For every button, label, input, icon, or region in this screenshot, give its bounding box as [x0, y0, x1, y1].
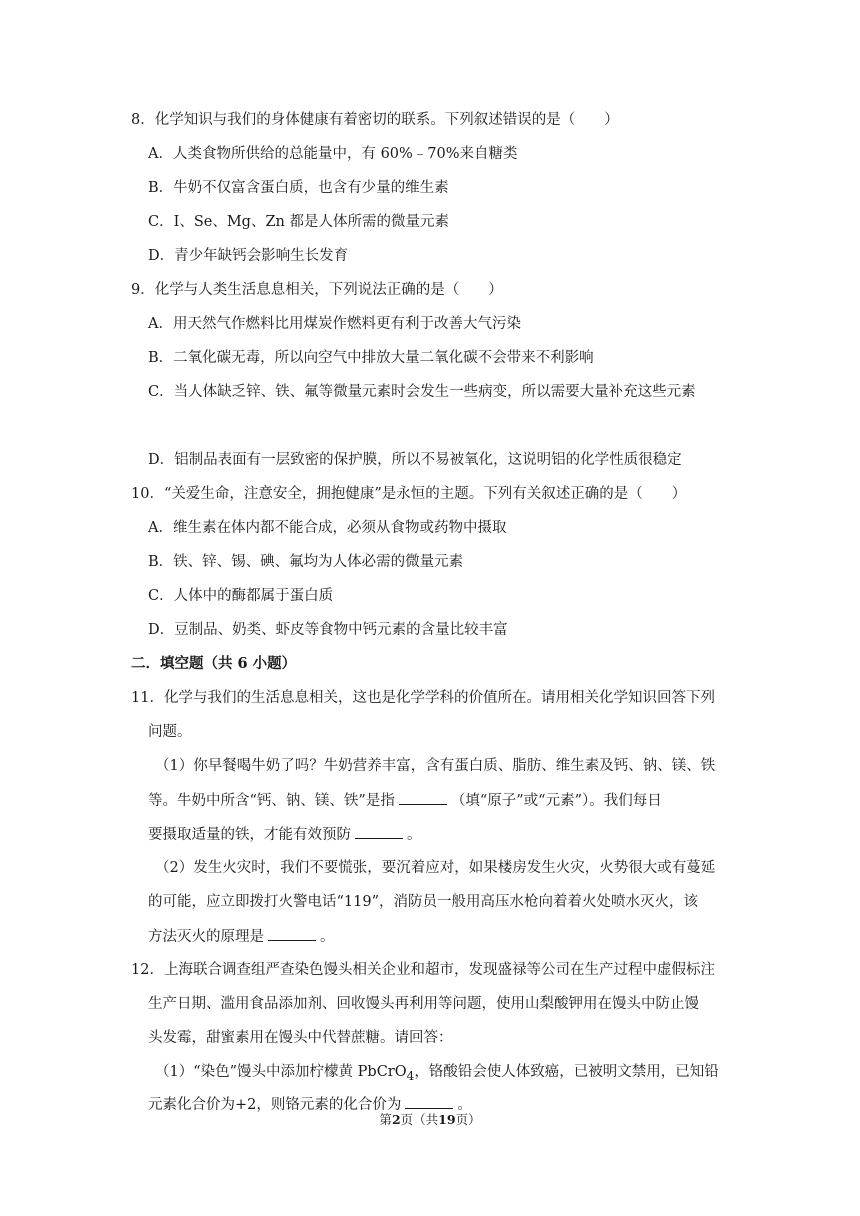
question-11-part-1-line-3	[148, 824, 422, 845]
subscript: 4	[406, 1068, 415, 1083]
question-10-stem: 10．“关爱生命，注意安全，拥抱健康”是永恒的主题。下列有关叙述正确的是（ ）	[131, 486, 687, 502]
text-segment: 。	[457, 1097, 472, 1113]
question-10-option-a: A．维生素在体内都不能合成，必须从食物或药物中摄取	[148, 520, 507, 536]
question-11-part-2-line-3	[148, 926, 335, 947]
question-9-option-d: D．铝制品表面有一层致密的保护膜，所以不易被氧化，这说明铝的化学性质很稳定	[148, 452, 682, 468]
footer-text: 页（共	[400, 1112, 439, 1127]
question-10-option-c: C．人体中的酶都属于蛋白质	[148, 588, 334, 604]
question-8-option-d: D．青少年缺钙会影响生长发育	[148, 248, 349, 264]
question-9-option-a: A．用天然气作燃料比用煤炭作燃料更有利于改善大气污染	[148, 316, 521, 332]
page-total: 19	[438, 1112, 456, 1127]
text-segment: 要摄取适量的铁，才能有效预防	[148, 827, 351, 843]
question-8-option-a: A．人类食物所供给的总能量中，有 60%﹣70%来自糖类	[148, 146, 518, 162]
question-9-option-c: C．当人体缺乏锌、铁、氟等微量元素时会发生一些病变，所以需要大量补充这些元素	[148, 384, 696, 400]
footer-text: 第	[379, 1112, 392, 1127]
answer-blank[interactable]	[399, 790, 447, 805]
text-segment: 。	[407, 827, 422, 843]
question-11-part-1-line-1: （1）你早餐喝牛奶了吗？牛奶营养丰富，含有蛋白质、脂肪、维生素及钙、钠、镁、铁	[155, 758, 716, 774]
question-9-stem: 9．化学与人类生活息息相关，下列说法正确的是（ ）	[131, 282, 503, 298]
text-segment: 方法灭火的原理是	[148, 929, 264, 945]
footer-text: 页）	[455, 1112, 481, 1127]
question-10-option-b: B．铁、锌、锡、碘、氟均为人体必需的微量元素	[148, 554, 464, 570]
question-12-stem-line-2: 生产日期、滥用食品添加剂、回收馒头再利用等问题，使用山梨酸钾用在馒头中防止馒	[148, 996, 699, 1012]
question-12-part-1-line-1	[155, 1062, 719, 1086]
question-9-option-b: B．二氧化碳无毒，所以向空气中排放大量二氧化碳不会带来不利影响	[148, 350, 594, 366]
question-11-part-2-line-1: （2）发生火灾时，我们不要慌张，要沉着应对，如果楼房发生火灾，火势很大或有蔓延	[155, 860, 716, 876]
answer-blank[interactable]	[355, 824, 403, 839]
text-segment: 元素化合价为+2，则铬元素的化合价为	[148, 1097, 402, 1113]
question-11-part-2-line-2: 的可能，应立即拨打火警电话“119”，消防员一般用高压水枪向着着火处喷水灭火，该	[148, 894, 698, 910]
text-segment: ，铬酸铅会使人体致癌，已被明文禁用，已知铅	[414, 1064, 719, 1080]
text-segment: （填“原子”或“元素”）。我们每日	[450, 793, 662, 809]
section-2-title: 二．填空题（共 6 小题）	[131, 655, 297, 672]
question-11-stem-line-1: 11．化学与我们的生活息息相关，这也是化学学科的价值所在。请用相关化学知识回答下列	[131, 690, 715, 706]
question-12-stem-line-1: 12．上海联合调查组严查染色馒头相关企业和超市，发现盛禄等公司在生产过程中虚假标注	[131, 962, 715, 978]
question-11-part-1-line-2	[148, 790, 662, 811]
question-8-stem: 8．化学知识与我们的身体健康有着密切的联系。下列叙述错误的是（ ）	[131, 112, 619, 128]
answer-blank[interactable]	[268, 926, 316, 941]
answer-blank[interactable]	[405, 1094, 453, 1109]
question-12-stem-line-3: 头发霉，甜蜜素用在馒头中代替蔗糖。请回答：	[148, 1030, 453, 1046]
text-segment: 。	[320, 929, 335, 945]
question-8-option-c: C．I、Se、Mg、Zn 都是人体所需的微量元素	[148, 214, 449, 230]
text-segment: （1）“染色”馒头中添加柠檬黄 PbCrO	[155, 1064, 407, 1080]
page-footer	[0, 1111, 860, 1129]
page-number: 2	[391, 1112, 401, 1127]
question-11-stem-line-2: 问题。	[148, 724, 192, 740]
question-10-option-d: D．豆制品、奶类、虾皮等食物中钙元素的含量比较丰富	[148, 622, 508, 638]
question-8-option-b: B．牛奶不仅富含蛋白质，也含有少量的维生素	[148, 180, 449, 196]
text-segment: 等。牛奶中所含“钙、钠、镁、铁”是指	[148, 793, 395, 809]
